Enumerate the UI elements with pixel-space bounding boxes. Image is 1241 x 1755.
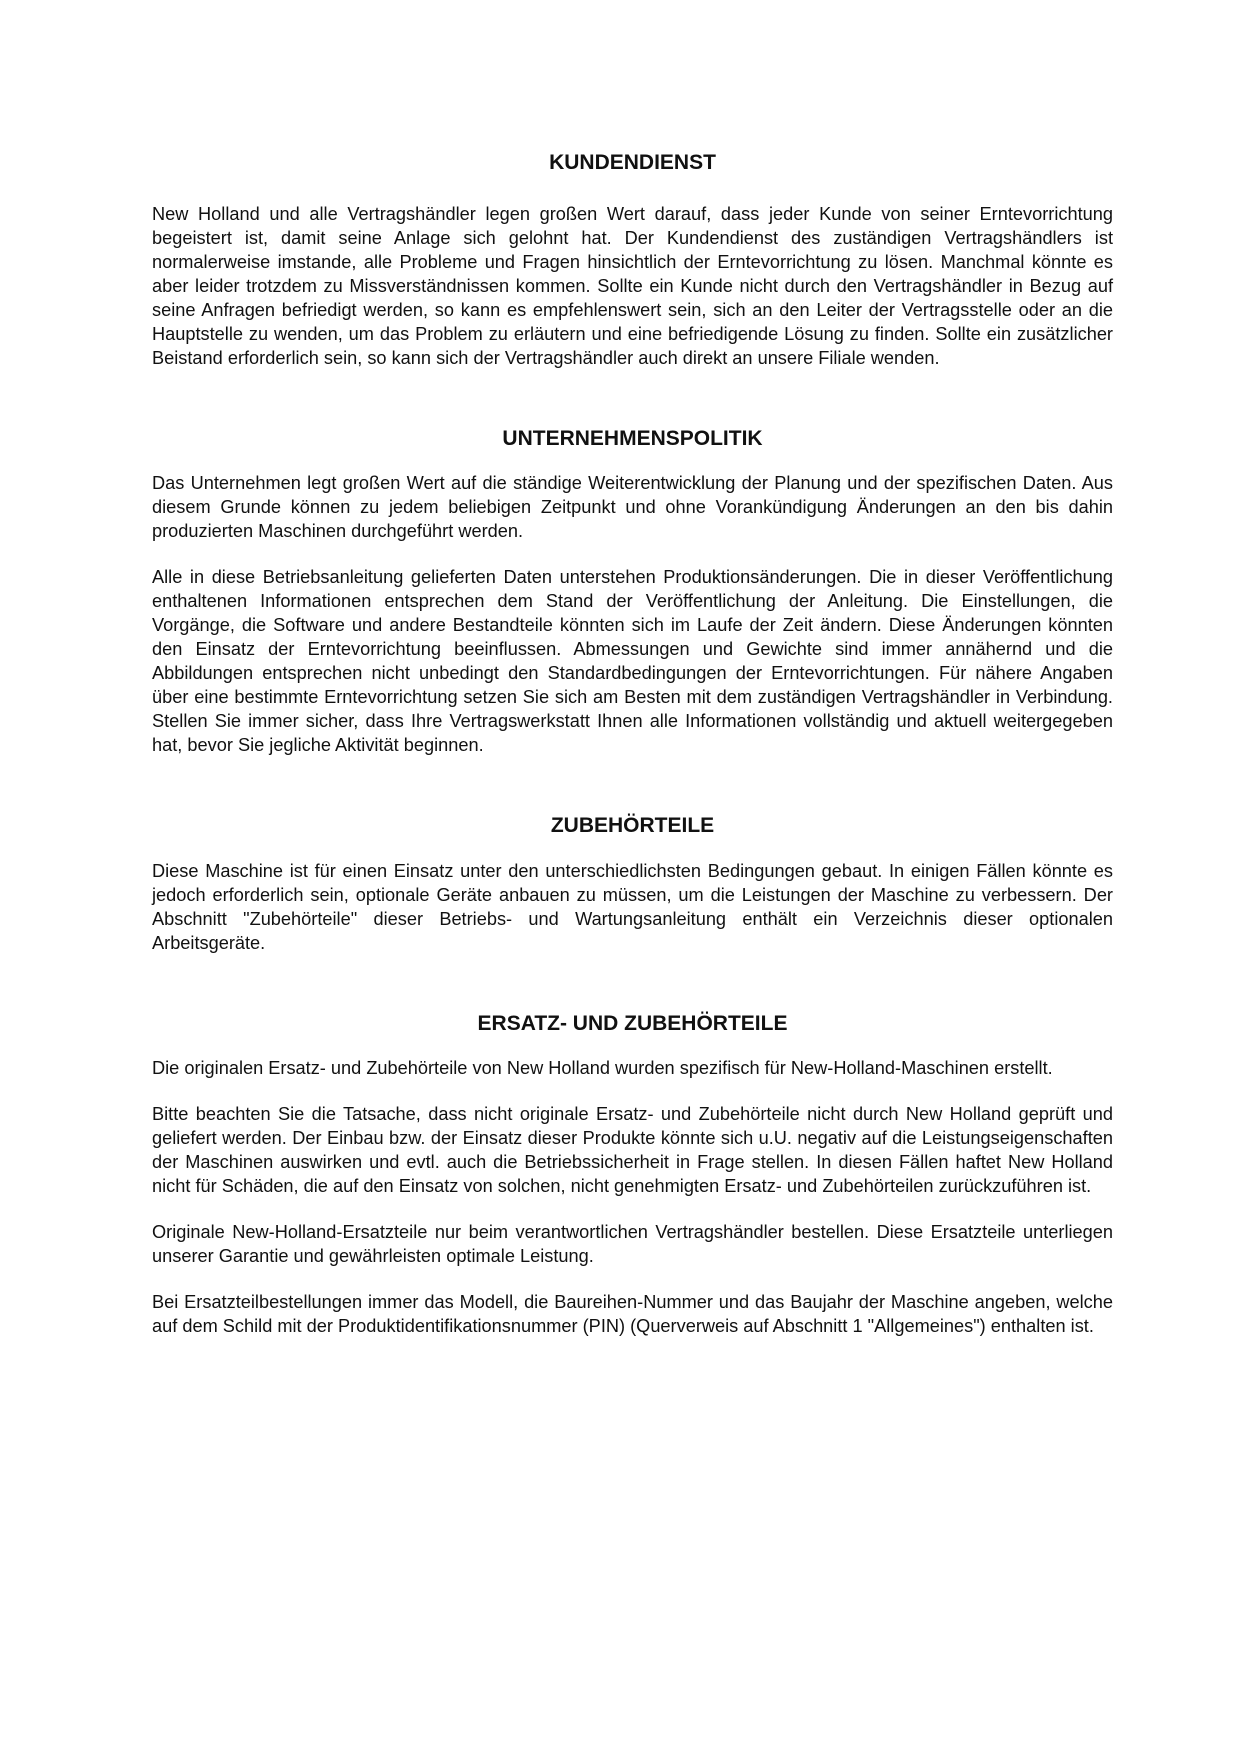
paragraph: Das Unternehmen legt großen Wert auf die ständige Weiterentwicklung der Planung und der spezifischen Daten. Aus diesem Grunde können zu jedem beliebigen Zeitpunkt und ohne Vorankündigung Änderungen an den bis dahin produzierten Maschinen durchgeführt werden. — [152, 473, 1113, 542]
paragraph-gap — [152, 1268, 1113, 1290]
paragraph: New Holland und alle Vertragshändler legen großen Wert darauf, dass jeder Kunde von seiner Erntevorrichtung begeistert ist, damit seine Anlage sich gelohnt hat. Der Kundendienst des zuständigen Vertragshändlers ist normalerweise imstande, alle Probleme und Fragen hinsichtlich der Erntevorrichtung zu lösen. Manchmal könnte es aber leider trotzdem zu Missverständnissen kommen. Sollte ein Kunde nicht durch den Vertragshändler in Bezug auf seine Anfragen befriedigt werden, so kann es empfehlenswert sein, sich an den Leiter der Vertragsstelle oder an die Hauptstelle zu wenden, um das Problem zu erläutern und eine befriedigende Lösung zu finden. Sollte ein zusätzlicher Beistand erforderlich sein, so kann sich der Vertragshändler auch direkt an unsere Filiale wenden. — [152, 204, 1113, 369]
paragraph-gap — [152, 543, 1113, 565]
section-title: ERSATZ- UND ZUBEHÖRTEILE — [477, 1011, 788, 1035]
paragraph: Diese Maschine ist für einen Einsatz unter den unterschiedlichsten Bedingungen gebaut. In einigen Fällen könnte es jedoch erforderlich sein, optionale Geräte anbauen zu müssen, um die Leistungen der Maschine zu verbessern. Der Abschnitt "Zubehörteile" dieser Betriebs- und Wartungsanleitung enthält ein Verzeichnis dieser optionalen Arbeitsgeräte. — [152, 860, 1113, 953]
paragraph: Alle in diese Betriebsanleitung gelieferten Daten unterstehen Produktionsänderungen. Die in dieser Veröffentlichung enthaltenen Informationen entsprechen dem Stand der Veröffentlichung der Anleitung. Die Einstellungen, die Vorgänge, die Software und andere Bestandteile könnten sich im Laufe der Zeit ändern. Diese Änderungen könnten den Einsatz der Erntevorrichtung beeinflussen. Abmessungen und Gewichte sind immer annähernd und die Abbildungen entsprechen nicht unbedingt den Standardbedingungen der Erntevorrichtungen. Für nähere Angaben über eine bestimmte Erntevorrichtung setzen Sie sich am Besten mit dem zuständigen Vertragshändler in Verbindung. Stellen Sie immer sicher, dass Ihre Vertragswerkstatt Ihnen alle Informationen vollständig und aktuell weitergegeben hat, bevor Sie jegliche Aktivität beginnen. — [152, 567, 1113, 756]
paragraph-gap — [152, 1198, 1113, 1220]
paragraph: Die originalen Ersatz- und Zubehörteile von New Holland wurden spezifisch für New-Holland-Maschinen erstellt. — [152, 1057, 1053, 1078]
section-kundendienst — [152, 150, 1113, 370]
paragraph: Bei Ersatzteilbestellungen immer das Modell, die Baureihen-Nummer und das Baujahr der Maschine angeben, welche auf dem Schild mit der Produktidentifikationsnummer (PIN) (Querverweis auf Abschnitt 1 "Allgemeines") enthalten ist. — [152, 1291, 1113, 1336]
paragraph-gap — [152, 1080, 1113, 1102]
paragraph: Originale New-Holland-Ersatzteile nur beim verantwortlichen Vertragshändler bestellen. Diese Ersatzteile unterliegen unserer Garantie und gewährleisten optimale Leistung. — [152, 1221, 1113, 1266]
section-title: ZUBEHÖRTEILE — [550, 814, 715, 838]
section-title: KUNDENDIENST — [549, 151, 716, 174]
paragraph: Bitte beachten Sie die Tatsache, dass nicht originale Ersatz- und Zubehörteile nicht durch New Holland geprüft und geliefert werden. Der Einbau bzw. der Einsatz dieser Produkte könnte sich u.U. negativ auf die Leistungseigenschaften der Maschinen auswirken und evtl. auch die Betriebssicherheit in Frage stellen. In diesen Fällen haftet New Holland nicht für Schäden, die auf den Einsatz von solchen, nicht genehmigten Ersatz- und Zubehörteilen zurückzuführen ist. — [152, 1103, 1113, 1196]
section-unternehmenspolitik — [152, 426, 1113, 757]
document-page — [152, 150, 1113, 1338]
section-title: UNTERNEHMENSPOLITIK — [502, 427, 763, 451]
section-ersatz-und-zubehoerteile — [152, 1011, 1113, 1338]
section-zubehoerteile — [152, 813, 1113, 954]
